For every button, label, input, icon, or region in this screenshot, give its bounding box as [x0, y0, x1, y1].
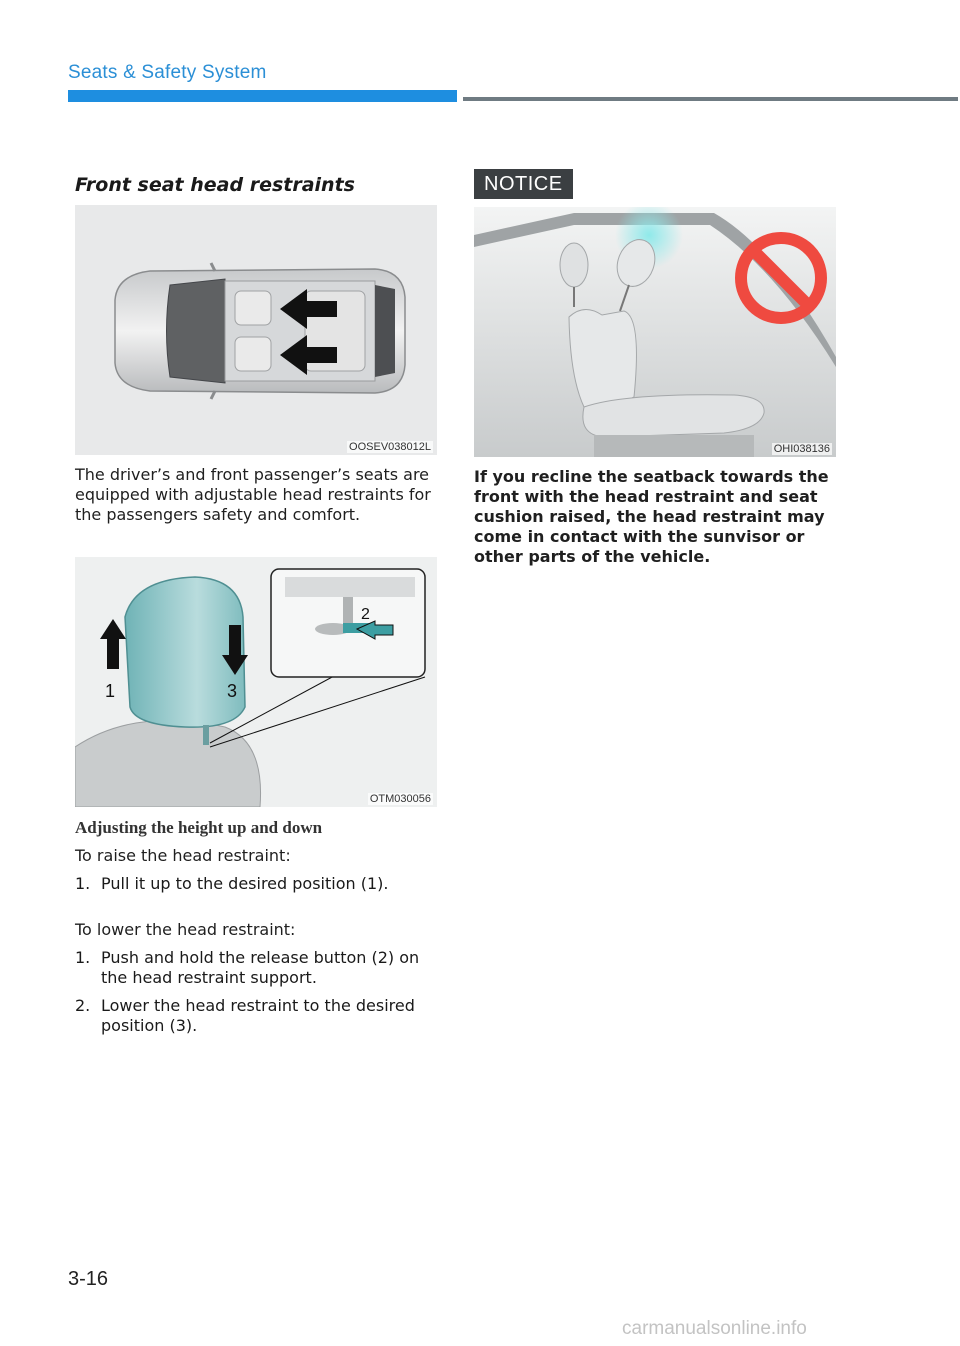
raise-steps [75, 874, 437, 902]
car-top-view-illustration [75, 205, 437, 455]
header-bar-rule [463, 97, 958, 101]
page-number: 3-16 [68, 1268, 109, 1290]
header-bar-accent [68, 90, 457, 102]
label-2: 2 [361, 606, 370, 623]
list-item: 2. Lower the head restraint to the desired position (3). [75, 996, 415, 1035]
figure-seat-recline-warning [474, 207, 836, 457]
watermark: carmanualsonline.info [622, 1318, 807, 1339]
figure-code: OHI038136 [773, 443, 830, 455]
lower-steps [75, 948, 437, 1044]
seat-recline-illustration [474, 207, 836, 457]
notice-text: If you recline the seatback towards the front with the head restraint and seat cushion raised, the head restraint may come in contact with the sunvisor or other parts of the vehicle. [474, 467, 829, 566]
label-1: 1 [105, 681, 116, 701]
figure-code: OOSEV038012L [349, 441, 431, 453]
list-item: 1. Pull it up to the desired position (1). [75, 874, 389, 893]
figure-head-restraint-adjust [75, 557, 437, 807]
raise-intro: To raise the head restraint: [75, 846, 291, 865]
figure-code: OTM030056 [369, 793, 431, 805]
list-item: 1. Push and hold the release button (2) on the head restraint support. [75, 948, 420, 987]
heading-front-seat-head-restraints: Front seat head restraints [75, 174, 355, 196]
figure-car-top-view [75, 205, 437, 455]
heading-adjusting-height: Adjusting the height up and down [75, 818, 323, 837]
section-title: Seats & Safety System [68, 62, 267, 83]
head-restraint-illustration [75, 557, 437, 807]
intro-paragraph: The driver’s and front passenger’s seats are equipped with adjustable head restraints for the passengers safety and comfort. [75, 465, 431, 524]
lower-intro: To lower the head restraint: [75, 920, 296, 939]
notice-badge: NOTICE [474, 169, 573, 199]
label-3: 3 [227, 681, 238, 701]
